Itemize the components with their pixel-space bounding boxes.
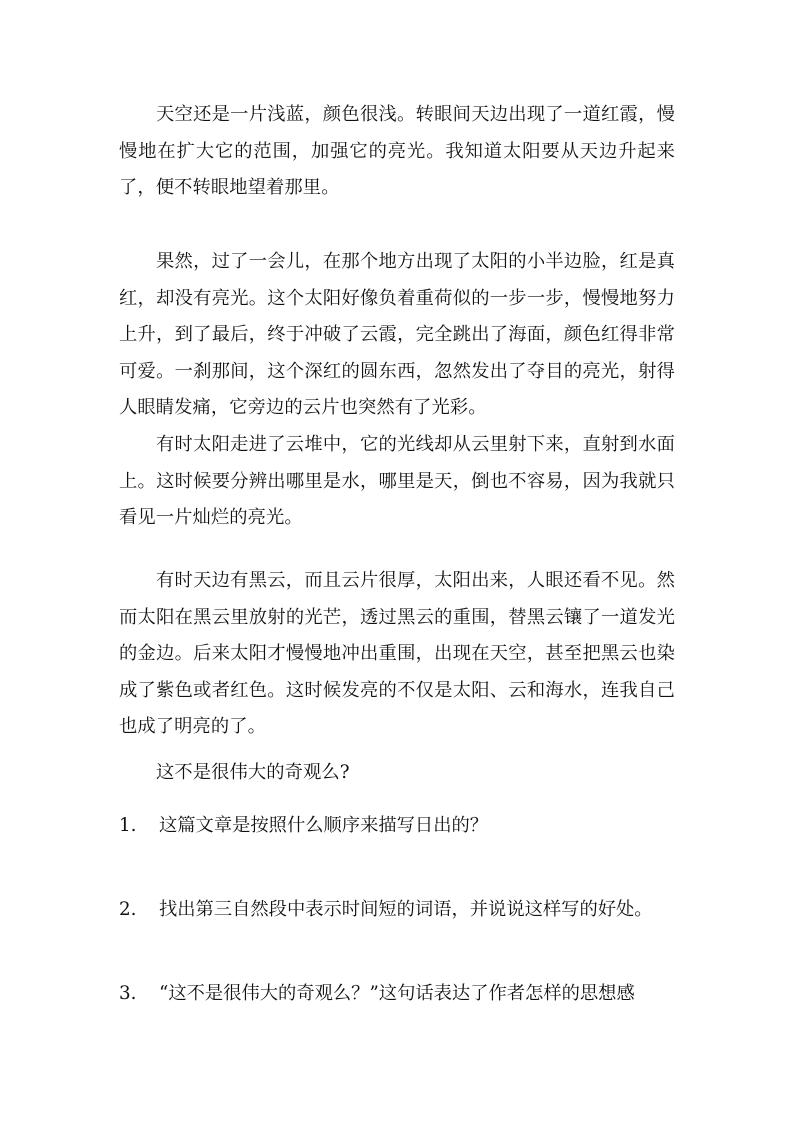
question-3 [119, 982, 675, 1006]
question-2 [119, 898, 675, 922]
paragraph-1: 天空还是一片浅蓝，颜色很浅。转眼间天边出现了一道红霞，慢慢地在扩大它的范围，加强它的亮光。我知道太阳要从天边升起来了，便不转眼地望着那里。 [119, 104, 675, 198]
question-1-text: 这篇文章是按照什么顺序来描写日出的？ [159, 815, 489, 836]
question-3-text: “这不是很伟大的奇观么？”这句话表达了作者怎样的思想感 [159, 983, 635, 1004]
question-2-number: 2. [119, 899, 137, 920]
paragraph-5: 这不是很伟大的奇观么? [156, 762, 350, 783]
question-2-text: 找出第三自然段中表示时间短的词语，并说说这样写的好处。 [159, 899, 653, 920]
paragraph-2: 果然，过了一会儿，在那个地方出现了太阳的小半边脸，红是真红，却没有亮光。这个太阳好像负着重荷似的一步一步，慢慢地努力上升，到了最后，终于冲破了云霞，完全跳出了海面，颜色红得非常可爱。一刹那间，这个深红的圆东西，忽然发出了夺目的亮光，射得人眼睛发痛，它旁边的云片也突然有了光彩。 [119, 251, 675, 418]
question-3-number: 3. [119, 983, 137, 1004]
paragraph-3: 有时太阳走进了云堆中，它的光线却从云里射下来，直射到水面上。这时候要分辨出哪里是水，哪里是天，倒也不容易，因为我就只看见一片灿烂的亮光。 [119, 434, 675, 528]
question-1-number: 1. [119, 815, 137, 836]
question-1 [119, 814, 675, 838]
paragraph-4: 有时天边有黑云，而且云片很厚，太阳出来，人眼还看不见。然而太阳在黑云里放射的光芒，透过黑云的重围，替黑云镶了一道发光的金边。后来太阳才慢慢地冲出重围，出现在天空，甚至把黑云也染成了紫色或者红色。这时候发亮的不仅是太阳、云和海水，连我自己也成了明亮的了。 [119, 570, 675, 737]
